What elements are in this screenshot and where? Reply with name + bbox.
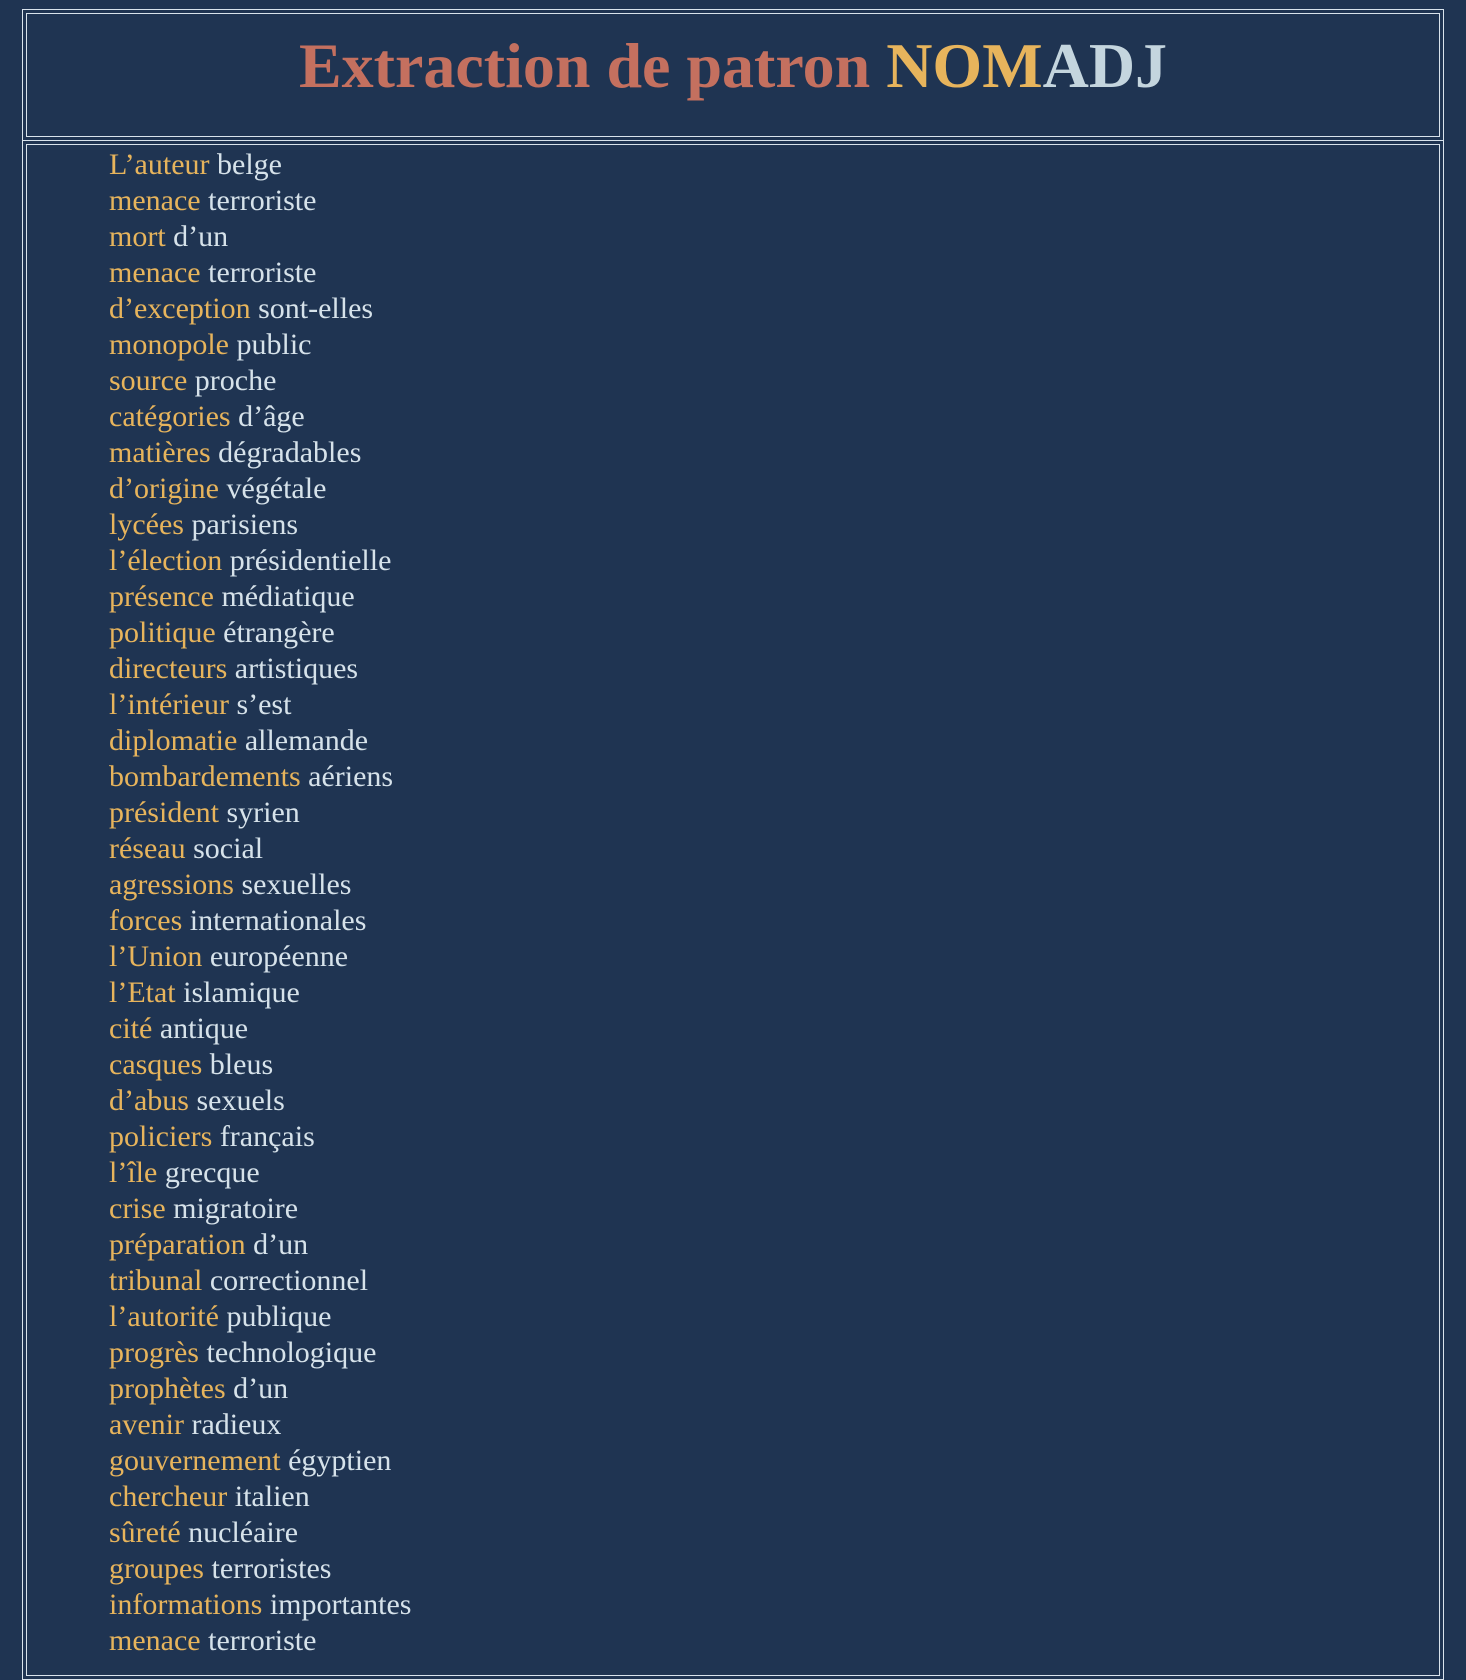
noun-word: L’auteur <box>109 148 210 181</box>
noun-word: lycées <box>109 508 184 541</box>
title-nom: NOM <box>886 30 1043 101</box>
noun-word: l’intérieur <box>109 688 229 721</box>
adjective-word: allemande <box>244 724 369 757</box>
list-item <box>109 363 411 399</box>
adjective-word: s’est <box>236 688 292 721</box>
adjective-word: étrangère <box>223 616 335 649</box>
noun-word: source <box>109 364 188 397</box>
adjective-word: d’un <box>233 1372 289 1405</box>
list-item <box>109 1407 411 1443</box>
noun-word: politique <box>109 616 216 649</box>
list-item <box>109 507 411 543</box>
adjective-word: migratoire <box>173 1192 299 1225</box>
adjective-word: internationales <box>189 904 367 937</box>
adjective-word: terroristes <box>211 1552 332 1585</box>
adjective-word: parisiens <box>191 508 299 541</box>
list-item <box>109 723 411 759</box>
list-item <box>109 435 411 471</box>
adjective-word: publique <box>226 1300 332 1333</box>
list-item <box>109 399 411 435</box>
adjective-word: social <box>193 832 264 865</box>
adjective-word: d’âge <box>238 400 305 433</box>
adjective-word: présidentielle <box>229 544 392 577</box>
adjective-word: médiatique <box>221 580 355 613</box>
noun-word: directeurs <box>109 652 228 685</box>
list-item <box>109 615 411 651</box>
adjective-word: égyptien <box>288 1444 392 1477</box>
noun-word: forces <box>109 904 183 937</box>
list-item <box>109 759 411 795</box>
adjective-word: syrien <box>226 796 300 829</box>
list-item <box>109 795 411 831</box>
adjective-word: d’un <box>173 220 229 253</box>
adjective-word: radieux <box>191 1408 282 1441</box>
noun-word: gouvernement <box>109 1444 281 1477</box>
noun-word: policiers <box>109 1120 213 1153</box>
list-item <box>109 1263 411 1299</box>
adjective-word: italien <box>234 1480 310 1513</box>
noun-word: l’élection <box>109 544 223 577</box>
noun-word: présence <box>109 580 214 613</box>
noun-word: menace <box>109 1624 201 1657</box>
adjective-word: sexuels <box>196 1084 285 1117</box>
adjective-word: aériens <box>308 760 394 793</box>
adjective-word: public <box>236 328 312 361</box>
adjective-word: terroriste <box>208 1624 317 1657</box>
list-item <box>109 1155 411 1191</box>
adjective-word: européenne <box>209 940 349 973</box>
adjective-word: français <box>219 1120 315 1153</box>
list-item <box>109 687 411 723</box>
adjective-word: nucléaire <box>188 1516 299 1549</box>
noun-word: sûreté <box>109 1516 181 1549</box>
adjective-word: belge <box>217 148 282 181</box>
list-item <box>109 831 411 867</box>
noun-word: progrès <box>109 1336 199 1369</box>
list-item <box>109 183 411 219</box>
adjective-word: d’un <box>253 1228 309 1261</box>
list-item <box>109 579 411 615</box>
noun-word: avenir <box>109 1408 184 1441</box>
list-item <box>109 867 411 903</box>
noun-word: d’abus <box>109 1084 189 1117</box>
adjective-word: terroriste <box>208 256 317 289</box>
noun-word: mort <box>109 220 166 253</box>
pattern-list <box>109 147 411 1659</box>
list-item <box>109 327 411 363</box>
list-item <box>109 975 411 1011</box>
list-item <box>109 1479 411 1515</box>
noun-word: d’exception <box>109 292 251 325</box>
adjective-word: bleus <box>209 1048 274 1081</box>
list-item <box>109 1299 411 1335</box>
adjective-word: antique <box>159 1012 249 1045</box>
list-item <box>109 1587 411 1623</box>
noun-word: catégories <box>109 400 231 433</box>
list-item <box>109 255 411 291</box>
noun-word: l’Union <box>109 940 203 973</box>
noun-word: l’autorité <box>109 1300 219 1333</box>
noun-word: d’origine <box>109 472 219 505</box>
noun-word: bombardements <box>109 760 301 793</box>
noun-word: menace <box>109 184 201 217</box>
list-item <box>109 1011 411 1047</box>
noun-word: chercheur <box>109 1480 228 1513</box>
list-item <box>109 147 411 183</box>
noun-word: groupes <box>109 1552 204 1585</box>
adjective-word: technologique <box>206 1336 377 1369</box>
list-item <box>109 1335 411 1371</box>
noun-word: président <box>109 796 219 829</box>
adjective-word: sont-elles <box>258 292 374 325</box>
header-frame <box>22 9 1444 141</box>
noun-word: prophètes <box>109 1372 226 1405</box>
list-item <box>109 1083 411 1119</box>
page-title <box>23 26 1443 106</box>
list-item <box>109 1623 411 1659</box>
noun-word: menace <box>109 256 201 289</box>
adjective-word: importantes <box>269 1588 412 1621</box>
adjective-word: islamique <box>183 976 300 1009</box>
list-item <box>109 1371 411 1407</box>
noun-word: informations <box>109 1588 263 1621</box>
adjective-word: correctionnel <box>209 1264 369 1297</box>
list-item <box>109 939 411 975</box>
noun-word: casques <box>109 1048 203 1081</box>
adjective-word: sexuelles <box>241 868 352 901</box>
noun-word: tribunal <box>109 1264 203 1297</box>
list-item <box>109 903 411 939</box>
list-item <box>109 1191 411 1227</box>
adjective-word: terroriste <box>208 184 317 217</box>
noun-word: diplomatie <box>109 724 238 757</box>
adjective-word: artistiques <box>234 652 359 685</box>
list-item <box>109 1227 411 1263</box>
list-item <box>109 1047 411 1083</box>
noun-word: l’île <box>109 1156 158 1189</box>
adjective-word: proche <box>194 364 277 397</box>
list-item <box>109 1515 411 1551</box>
adjective-word: grecque <box>164 1156 260 1189</box>
list-item <box>109 471 411 507</box>
noun-word: agressions <box>109 868 234 901</box>
title-adj: ADJ <box>1042 30 1168 101</box>
noun-word: crise <box>109 1192 166 1225</box>
list-item <box>109 1119 411 1155</box>
noun-word: l’Etat <box>109 976 176 1009</box>
noun-word: monopole <box>109 328 229 361</box>
list-item <box>109 1551 411 1587</box>
adjective-word: dégradables <box>218 436 362 469</box>
noun-word: préparation <box>109 1228 246 1261</box>
list-item <box>109 1443 411 1479</box>
noun-word: réseau <box>109 832 186 865</box>
list-item <box>109 291 411 327</box>
list-item <box>109 219 411 255</box>
adjective-word: végétale <box>226 472 327 505</box>
list-item <box>109 651 411 687</box>
title-main: Extraction de patron <box>298 30 887 101</box>
noun-word: matières <box>109 436 211 469</box>
noun-word: cité <box>109 1012 153 1045</box>
list-item <box>109 543 411 579</box>
